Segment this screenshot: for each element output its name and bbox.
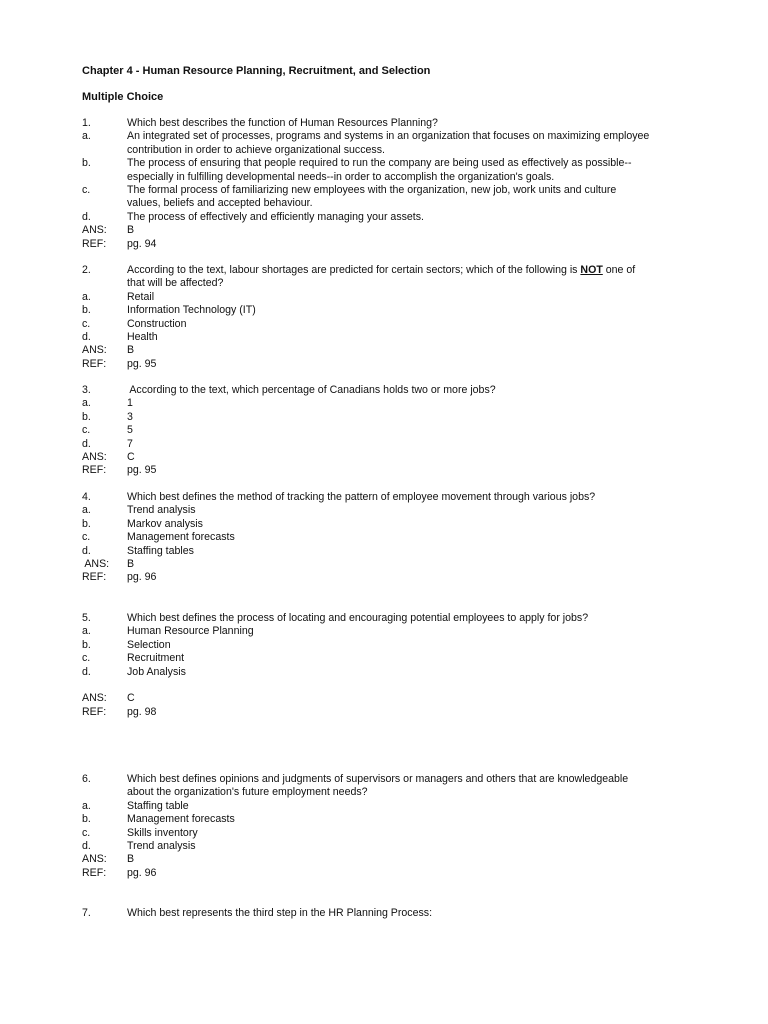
question-text: According to the text, which percentage of Canadians holds two or more jobs? — [127, 384, 496, 396]
option-key: a. — [82, 397, 91, 410]
option-text: An integrated set of processes, programs and systems in an organization that focuses on maximizing employee — [127, 130, 650, 143]
option-text: Skills inventory — [127, 826, 198, 839]
option-text: Staffing tables — [127, 544, 194, 557]
question-text: that will be affected? — [127, 277, 224, 290]
question-text: Which best defines the method of tracking the pattern of employee movement through various jobs? — [127, 491, 596, 503]
question-2 — [82, 264, 702, 371]
reference-label: REF: — [82, 464, 107, 477]
option-text: The process of ensuring that people required to run the company are being used as effectively as possible-- — [127, 157, 632, 170]
reference-value: pg. 96 — [127, 866, 157, 879]
reference-value: pg. 95 — [127, 357, 157, 370]
answer-value: B — [127, 344, 135, 357]
reference-label: REF: — [82, 705, 107, 718]
option-key: c. — [82, 531, 91, 544]
option-text: 1 — [127, 397, 133, 410]
option-text: Human Resource Planning — [127, 625, 254, 638]
option-key: c. — [82, 652, 91, 665]
option-key: b. — [82, 517, 91, 530]
answer-value: C — [127, 451, 135, 464]
document-title: Chapter 4 - Human Resource Planning, Recruitment, and Selection — [82, 65, 431, 77]
question-5 — [82, 612, 702, 719]
option-key: a. — [82, 625, 91, 638]
option-key: c. — [82, 826, 91, 839]
option-text: 5 — [127, 424, 133, 437]
question-text: Which best defines opinions and judgments of supervisors or managers and others that are knowledgeable — [127, 773, 629, 785]
option-text: 7 — [127, 437, 133, 450]
option-key: d. — [82, 437, 91, 450]
option-key: a. — [82, 504, 91, 517]
option-text: Markov analysis — [127, 517, 203, 530]
option-key: d. — [82, 210, 91, 223]
option-text: Trend analysis — [127, 504, 196, 517]
option-text: values, beliefs and accepted behaviour. — [127, 197, 313, 210]
question-number: 4. — [82, 491, 91, 503]
answer-value: B — [127, 224, 135, 237]
option-text: Job Analysis — [127, 665, 186, 678]
option-key: d. — [82, 544, 91, 557]
question-3 — [82, 384, 702, 478]
option-text: Construction — [127, 317, 187, 330]
option-text: Management forecasts — [127, 813, 235, 826]
option-key: b. — [82, 304, 91, 317]
option-text: Information Technology (IT) — [127, 304, 256, 317]
option-text: especially in fulfilling developmental needs--in order to accomplish the organization's goals. — [127, 170, 555, 183]
reference-label: REF: — [82, 357, 107, 370]
option-key: d. — [82, 840, 91, 853]
answer-value: C — [127, 692, 135, 705]
option-key: d. — [82, 331, 91, 344]
question-6 — [82, 773, 702, 880]
question-text: Which best represents the third step in the HR Planning Process: — [127, 907, 433, 919]
answer-label: ANS: — [82, 224, 107, 237]
question-4 — [82, 491, 702, 585]
option-key: c. — [82, 317, 91, 330]
option-key: c. — [82, 424, 91, 437]
answer-label: ANS: — [82, 558, 110, 571]
question-number: 2. — [82, 264, 91, 276]
option-text: Staffing table — [127, 799, 189, 812]
question-1 — [82, 117, 702, 251]
option-text: Retail — [127, 290, 155, 303]
question-number: 5. — [82, 612, 91, 624]
reference-value: pg. 96 — [127, 571, 157, 584]
question-text: about the organization's future employment needs? — [127, 786, 368, 799]
question-text: Which best defines the process of locating and encouraging potential employees to apply for jobs? — [127, 612, 589, 624]
option-text: Recruitment — [127, 652, 185, 665]
reference-value: pg. 94 — [127, 237, 157, 250]
option-key: c. — [82, 184, 91, 197]
option-key: b. — [82, 813, 91, 826]
question-text: Which best describes the function of Human Resources Planning? — [127, 117, 438, 129]
question-number: 3. — [82, 384, 91, 396]
answer-label: ANS: — [82, 692, 107, 705]
reference-value: pg. 98 — [127, 705, 157, 718]
question-number: 7. — [82, 907, 91, 919]
answer-label: ANS: — [82, 451, 107, 464]
option-text: Management forecasts — [127, 531, 235, 544]
option-text: The formal process of familiarizing new employees with the organization, new job, work units and culture — [127, 184, 617, 197]
reference-label: REF: — [82, 571, 107, 584]
option-key: b. — [82, 638, 91, 651]
answer-label: ANS: — [82, 344, 107, 357]
option-text: 3 — [127, 410, 133, 423]
answer-value: B — [127, 558, 135, 571]
reference-label: REF: — [82, 866, 107, 879]
question-number: 1. — [82, 117, 91, 129]
answer-value: B — [127, 853, 135, 866]
option-key: b. — [82, 157, 91, 170]
option-text: Health — [127, 331, 158, 344]
option-key: a. — [82, 130, 91, 143]
option-key: d. — [82, 665, 91, 678]
option-text: Trend analysis — [127, 840, 196, 853]
section-heading: Multiple Choice — [82, 91, 164, 103]
option-key: b. — [82, 410, 91, 423]
answer-label: ANS: — [82, 853, 107, 866]
question-number: 6. — [82, 773, 91, 785]
option-key: a. — [82, 290, 91, 303]
option-key: a. — [82, 799, 91, 812]
reference-value: pg. 95 — [127, 464, 157, 477]
question-7 — [82, 907, 702, 920]
option-text: contribution in order to achieve organizational success. — [127, 143, 385, 156]
option-text: The process of effectively and efficiently managing your assets. — [127, 210, 424, 223]
option-text: Selection — [127, 638, 171, 651]
emphasis-not: NOT — [580, 264, 603, 276]
reference-label: REF: — [82, 237, 107, 250]
question-text: According to the text, labour shortages are predicted for certain sectors; which of the following is NOT one of — [127, 264, 636, 276]
